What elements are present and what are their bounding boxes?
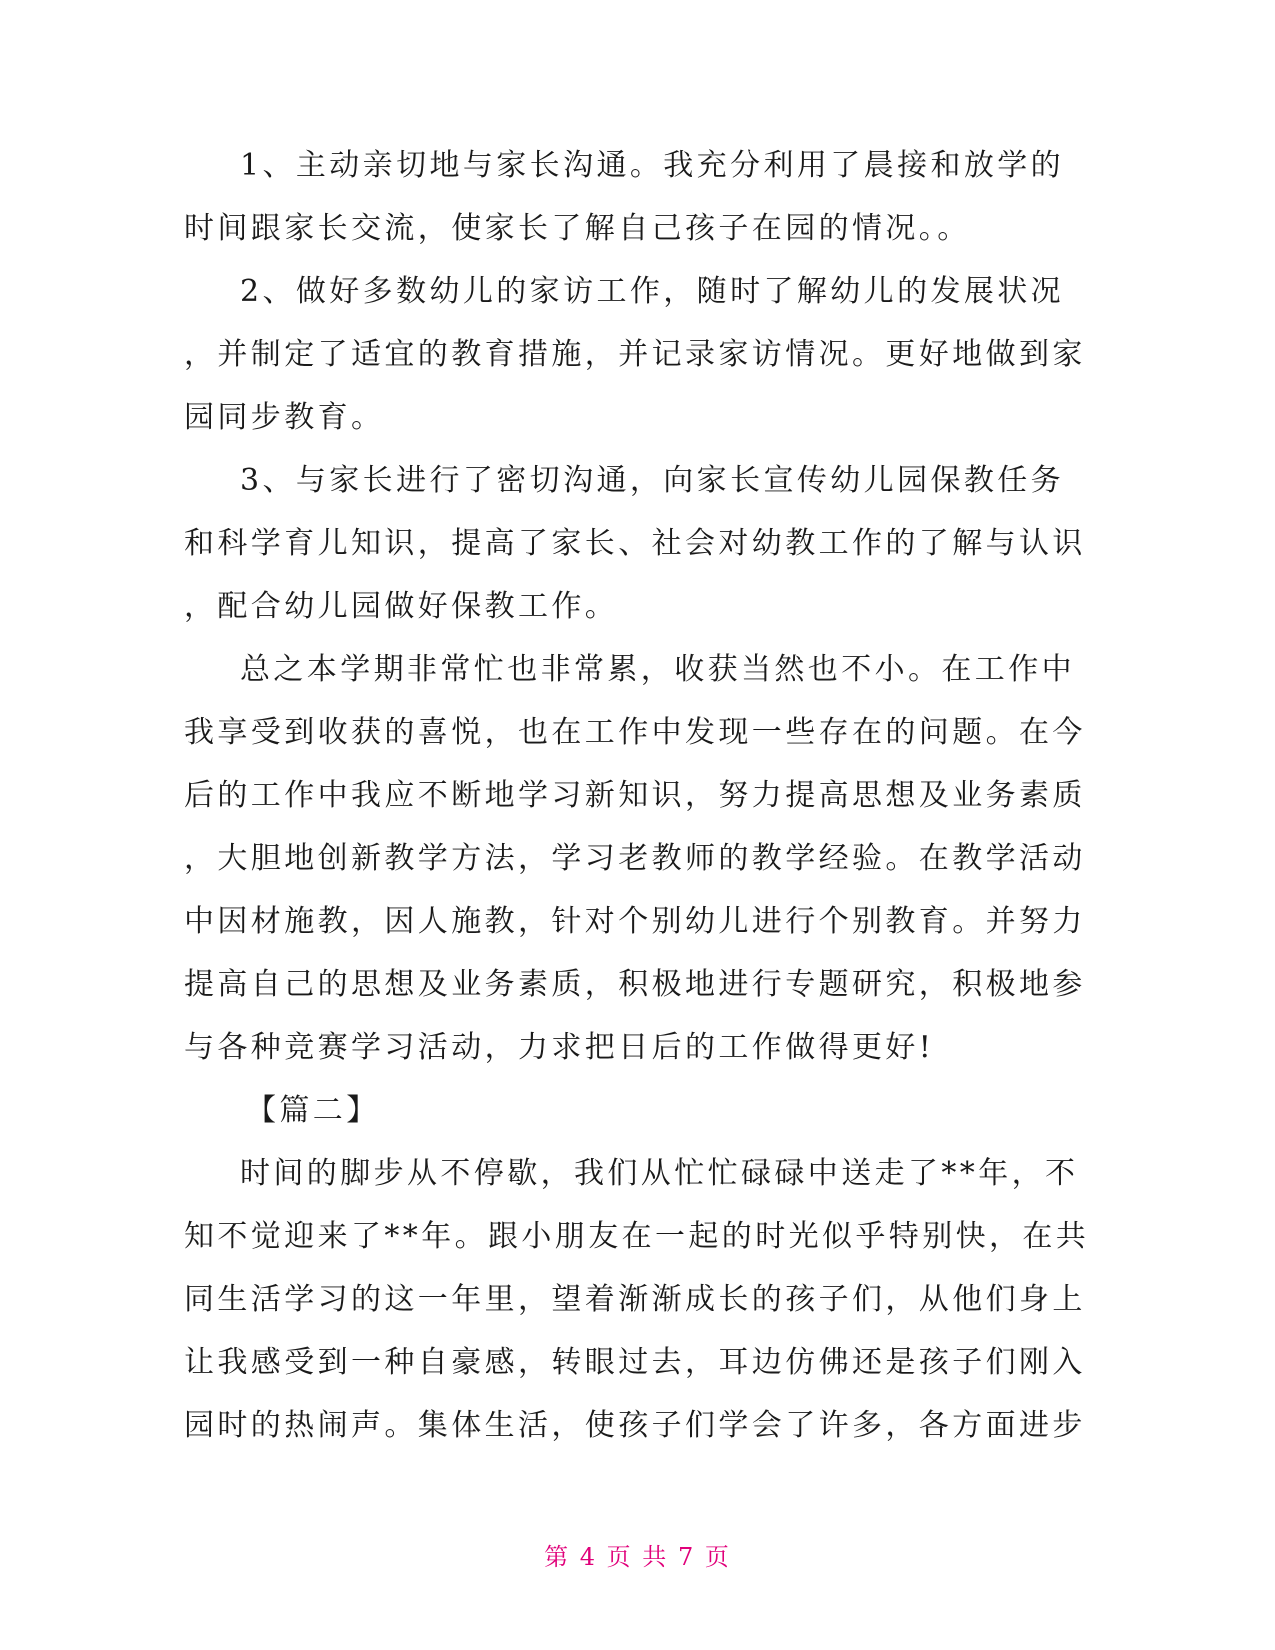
paragraph-4-line-2: 我享受到收获的喜悦，也在工作中发现一些存在的问题。在今	[184, 715, 1086, 750]
paragraph-3-line-1: 3、与家长进行了密切沟通，向家长宣传幼儿园保教任务	[240, 463, 1065, 498]
paragraph-5-line-1: 时间的脚步从不停歇，我们从忙忙碌碌中送走了**年，不	[240, 1156, 1079, 1191]
paragraph-1-line-2: 时间跟家长交流，使家长了解自己孩子在园的情况。。	[184, 211, 971, 246]
paragraph-4-line-3: 后的工作中我应不断地学习新知识，努力提高思想及业务素质	[184, 778, 1086, 813]
paragraph-2-line-1: 2、做好多数幼儿的家访工作，随时了解幼儿的发展状况	[240, 274, 1065, 309]
paragraph-5-line-4: 让我感受到一种自豪感，转眼过去，耳边仿佛还是孩子们刚入	[184, 1345, 1086, 1380]
paragraph-1-line-1: 1、主动亲切地与家长沟通。我充分利用了晨接和放学的	[240, 148, 1065, 183]
paragraph-5-line-2: 知不觉迎来了**年。跟小朋友在一起的时光似乎特别快，在共	[184, 1219, 1090, 1254]
paragraph-4-line-4: ，大胆地创新教学方法，学习老教师的教学经验。在教学活动	[184, 841, 1086, 876]
paragraph-5-line-5: 园时的热闹声。集体生活，使孩子们学会了许多，各方面进步	[184, 1408, 1086, 1443]
document-body	[184, 134, 1090, 1457]
section-heading: 【篇二】	[246, 1093, 380, 1128]
paragraph-3-line-3: ，配合幼儿园做好保教工作。	[184, 589, 619, 624]
paragraph-5-line-3: 同生活学习的这一年里，望着渐渐成长的孩子们，从他们身上	[184, 1282, 1086, 1317]
paragraph-4-line-5: 中因材施教，因人施教，针对个别幼儿进行个别教育。并努力	[184, 904, 1086, 939]
paragraph-3-line-2: 和科学育儿知识，提高了家长、社会对幼教工作的了解与认识	[184, 526, 1086, 561]
paragraph-2-line-3: 园同步教育。	[184, 400, 385, 435]
paragraph-4-line-7: 与各种竞赛学习活动，力求把日后的工作做得更好!	[184, 1030, 935, 1065]
page-number-footer: 第 4 页 共 7 页	[544, 1543, 731, 1571]
paragraph-4-line-6: 提高自己的思想及业务素质，积极地进行专题研究，积极地参	[184, 967, 1086, 1002]
paragraph-2-line-2: ，并制定了适宜的教育措施，并记录家访情况。更好地做到家	[184, 337, 1086, 372]
paragraph-4-line-1: 总之本学期非常忙也非常累，收获当然也不小。在工作中	[240, 652, 1075, 687]
